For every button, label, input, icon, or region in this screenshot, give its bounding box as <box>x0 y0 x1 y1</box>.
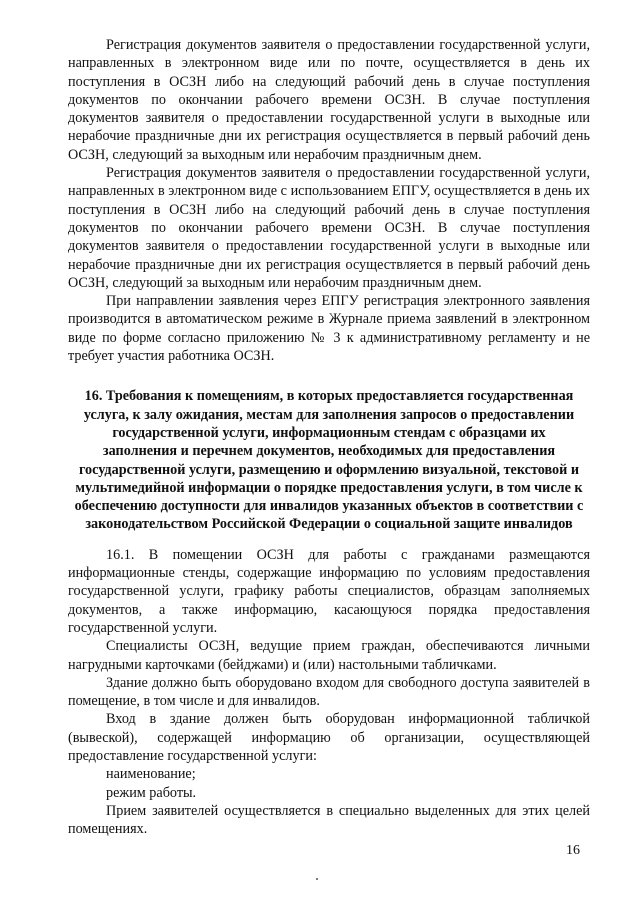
section-heading: 16. Требования к помещениям, в которых предоставляется государственная услуга, к залу ожидания, местам для заполнения запросов о предоставлении государственной услуги, информационным стендам с образцами их заполнения и перечнем документов, необходимых для предоставления государственной услуги, размещению и оформлению визуальной, текстовой и мультимедийной информации о порядке предоставления услуги, в том числе к обеспечению доступности для инвалидов указанных объектов в соответствии с законодательством Российской Федерации о социальной защите инвалидов <box>74 388 584 533</box>
list-item-working-hours: режим работы. <box>106 784 197 801</box>
paragraph-specialists-badges: Специалисты ОСЗН, ведущие прием граждан, обеспечиваются личными нагрудными карточками (бейджами) и (или) настольными табличками. <box>68 638 590 673</box>
scan-artifact-dot <box>316 878 318 880</box>
paragraph-info-stands: 16.1. В помещении ОСЗН для работы с гражданами размещаются информационные стенды, содержащие информацию по условиям предоставления государственной услуги, графику работы специалистов, образцам заполняемых документов, а также информацию, касающуюся порядка предоставления государственной услуги. <box>68 546 590 636</box>
paragraph-building-access: Здание должно быть оборудовано входом для свободного доступа заявителей в помещение, в том числе и для инвалидов. <box>68 674 590 710</box>
paragraph-epgu-journal: При направлении заявления через ЕПГУ регистрация электронного заявления производится в автоматическом режиме в Журнале приема заявлений в электронном виде по форме согласно приложению № 3 к административному регламенту и не требует участия работника ОСЗН. <box>68 293 590 365</box>
list-item-name: наименование; <box>106 766 196 783</box>
page-number: 16 <box>566 843 580 858</box>
paragraph-entrance-sign: Вход в здание должен быть оборудован информационной табличкой (вывеской), содержащей информацию об организации, осуществляющей предоставление государственной услуги: <box>68 711 590 764</box>
paragraph-reception-premises: Прием заявителей осуществляется в специально выделенных для этих целей помещениях. <box>68 802 590 838</box>
paragraph-registration-epgu: Регистрация документов заявителя о предоставлении государственной услуги, направленных в электронном виде с использованием ЕПГУ, осуществляется в день их поступления в ОСЗН либо на следующий рабочий день в случае поступления документов по окончании рабочего времени ОСЗН. В случае поступления документов заявителя о предоставлении государственной услуги в выходные или нерабочие праздничные дни их регистрация осуществляется в первый рабочий день ОСЗН, следующий за выходным или нерабочим праздничным днем. <box>68 165 590 291</box>
paragraph-registration-electronic-mail: Регистрация документов заявителя о предоставлении государственной услуги, направленных в электронном виде или по почте, осуществляется в день их поступления в ОСЗН либо на следующий рабочий день в случае поступления документов по окончании рабочего времени ОСЗН. В случае поступления документов заявителя о предоставлении государственной услуги в выходные или нерабочие праздничные дни их регистрация осуществляется в первый рабочий день ОСЗН, следующий за выходным или нерабочим праздничным днем. <box>68 37 590 163</box>
document-page <box>68 36 590 838</box>
